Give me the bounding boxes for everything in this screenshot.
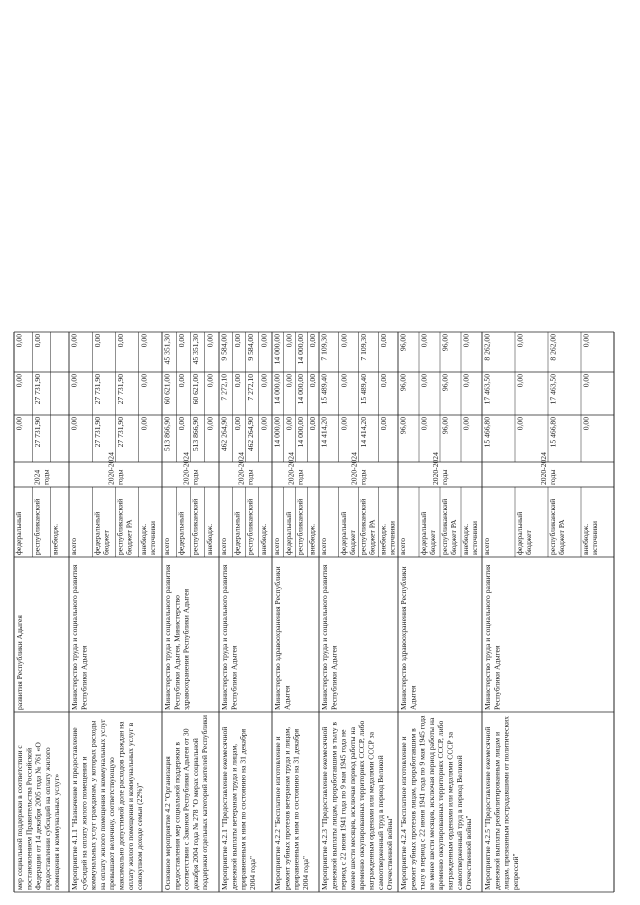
source-label: республиканский xyxy=(190,498,200,555)
amount-value: 60 621,00 xyxy=(191,374,200,405)
source-label: всего xyxy=(482,537,491,555)
amount-value: 0,00 xyxy=(284,374,294,388)
rotated-table xyxy=(14,332,614,892)
amount-value: 513 866,90 xyxy=(191,417,200,452)
amount-value: 0,00 xyxy=(378,417,388,431)
amount-value: 14 000,00 xyxy=(296,374,305,405)
amount-value: 27 731,90 xyxy=(116,417,125,448)
period-years: годы xyxy=(190,469,200,485)
source-label: республиканский xyxy=(440,498,449,555)
measure-text: совокупном доходе семьи (22%)" xyxy=(135,782,145,890)
amount-value: 0,00 xyxy=(232,374,242,388)
amount-value: 0,00 xyxy=(378,374,388,388)
source-label: внебюдж. xyxy=(50,523,60,555)
measure-text: самоотверженный труд в период Великой xyxy=(454,755,464,890)
amount-value: 9 584,00 xyxy=(246,334,255,361)
amount-value: 8 262,00 xyxy=(548,334,558,361)
source-label: республиканский xyxy=(358,498,368,555)
amount-value: 15 466,80 xyxy=(548,417,558,448)
amount-value: 15 466,80 xyxy=(482,417,492,448)
period-years: годы xyxy=(245,469,255,485)
source-label: всего xyxy=(398,537,407,555)
measure-text: на оплату жилого помещения и коммунальных услуг xyxy=(97,718,107,890)
source-label: бюджет РА xyxy=(449,519,458,555)
executor-text: Министерство здравоохранения Республики xyxy=(273,566,282,710)
source-label: федеральный xyxy=(419,511,428,555)
source-label: всего xyxy=(69,537,78,555)
amount-value: 0,00 xyxy=(515,374,525,388)
amount-value: 0,00 xyxy=(259,417,269,431)
measure-text: временно оккупированных территориях СССР, либо xyxy=(436,720,446,890)
amount-value: 0,00 xyxy=(284,334,294,348)
source-label: бюджет xyxy=(101,530,111,555)
measure-text: Мероприятие 4.2.4 "Бесплатное изготовление и xyxy=(399,736,408,890)
source-label: источники xyxy=(147,521,157,555)
source-label: бюджет xyxy=(347,530,357,555)
executor-text: Министерство труда и социального развития xyxy=(220,564,229,710)
amount-value: 0,00 xyxy=(14,374,24,388)
amount-value: 0,00 xyxy=(139,374,149,388)
amount-value: 7 272,10 xyxy=(246,374,255,401)
amount-value: 0,00 xyxy=(339,417,349,431)
amount-value: 27 731,90 xyxy=(92,417,102,448)
amount-value: 0,00 xyxy=(232,334,242,348)
amount-value: 0,00 xyxy=(259,334,269,348)
amount-value: 0,00 xyxy=(69,334,79,348)
amount-value: 0,00 xyxy=(69,417,79,431)
measure-text: тылу в период с 22 июня 1941 года по 9 мая 1945 года xyxy=(417,715,427,890)
amount-value: 0,00 xyxy=(581,417,591,431)
measure-text: коммунальных услуг гражданам, у которых расходы xyxy=(88,720,98,890)
executor-text: Министерство труда и социального развития xyxy=(70,564,79,710)
period-years: годы xyxy=(295,469,305,485)
measure-text: ремонт зубных протезов лицам, проработавшим в xyxy=(408,728,418,890)
executor-text: Адыгея xyxy=(282,685,292,710)
measure-text: предоставления мер социальной поддержки в xyxy=(172,742,182,890)
period-years: 2020-2024 xyxy=(236,452,246,485)
measure-text: Мероприятие 4.2.5 "Предоставление ежемесячной xyxy=(483,726,492,890)
measure-text: денежной выплаты лицам, проработавшим в тылу в xyxy=(329,721,339,890)
period-years: 2020-2024 xyxy=(349,452,359,485)
measure-text: ремонт зубных протезов ветеранам труда и лицам, xyxy=(282,726,292,890)
source-label: бюджет xyxy=(428,530,437,555)
measure-text: Мероприятие 4.2.2 "Бесплатное изготовление и xyxy=(273,736,282,890)
measure-text: награжденным орденами или медалями СССР за xyxy=(366,732,376,890)
measure-text: денежной выплаты реабилитированным лицам и xyxy=(492,731,502,890)
period-years: 2020-2024 xyxy=(286,452,296,485)
amount-value: 0,00 xyxy=(259,374,269,388)
measure-text: приравненным к ним по состоянию на 31 декабря xyxy=(291,728,301,890)
amount-value: 0,00 xyxy=(69,374,79,388)
amount-value: 0,00 xyxy=(307,334,317,348)
amount-value: 0,00 xyxy=(139,334,149,348)
amount-value: 0,00 xyxy=(205,374,215,388)
executor-text: Министерство труда и социального развития xyxy=(163,564,172,710)
executor-text: развития Республики Адыгея xyxy=(15,615,24,710)
amount-value: 96,00 xyxy=(440,374,450,392)
measure-text: самоотверженный труд в период Великой xyxy=(375,755,385,890)
amount-value: 0,00 xyxy=(14,334,24,348)
source-label: всего xyxy=(319,537,328,555)
measure-text: 2004 года" xyxy=(300,856,310,890)
measure-text: мер социальной поддержки в соответствии с xyxy=(15,745,24,890)
source-label: бюджет РА xyxy=(557,519,566,555)
amount-value: 15 489,40 xyxy=(319,374,329,405)
executor-text: Министерство труда и социального развития xyxy=(320,564,329,710)
amount-value: 96,00 xyxy=(398,417,408,435)
measure-text: не менее шести месяцев, исключая период работы на xyxy=(426,717,436,890)
amount-value: 7 272,10 xyxy=(219,374,229,401)
measure-text: постановлением Правительства Российской xyxy=(24,747,34,890)
executor-text: Адыгея xyxy=(408,685,418,710)
source-label: всего xyxy=(272,537,281,555)
amount-value: 0,00 xyxy=(339,334,349,348)
period-years: годы xyxy=(115,469,125,485)
amount-value: 14 000,00 xyxy=(296,417,305,448)
amount-value: 0,00 xyxy=(515,417,525,431)
amount-value: 15 489,40 xyxy=(359,374,368,405)
amount-value: 0,00 xyxy=(307,417,317,431)
source-label: источники xyxy=(387,521,397,555)
amount-value: 96,00 xyxy=(398,374,408,392)
amount-value: 14 000,00 xyxy=(296,334,305,365)
amount-value: 14 414,20 xyxy=(319,417,329,448)
source-label: республиканский xyxy=(548,498,557,555)
measure-text: Федерации от 14 декабря 2005 года № 761 «О xyxy=(33,742,43,890)
source-label: всего xyxy=(219,537,228,555)
source-label: внебюдж. xyxy=(138,523,148,555)
measure-text: поддержки отдельных категорий жителей Республики xyxy=(200,715,210,890)
measure-text: оплату жилого помещения и коммунальных услуг в xyxy=(125,722,135,890)
amount-value: 14 000,00 xyxy=(272,417,282,448)
period-years: годы xyxy=(440,469,449,485)
amount-value: 14 000,00 xyxy=(272,334,282,365)
amount-value: 513 866,90 xyxy=(162,417,172,452)
amount-value: 0,00 xyxy=(176,334,186,348)
amount-value: 0,00 xyxy=(461,334,471,348)
measure-text: временно оккупированных территориях СССР, либо xyxy=(357,720,367,890)
measure-text: превышают величину, соответствующую xyxy=(107,757,117,890)
measure-text: максимально допустимой доле расходов граждан на xyxy=(116,721,126,890)
measure-text: Мероприятие 4.2.3 "Предоставление ежемесячной xyxy=(320,726,329,890)
executor-text: Республики Адыгея xyxy=(79,645,89,710)
source-label: внебюдж. xyxy=(204,523,214,555)
executor-text: Министерство труда и социального развития xyxy=(483,564,492,710)
source-label: республиканский xyxy=(245,498,255,555)
measure-text: соответствии с Законом Республики Адыгея от 30 xyxy=(181,728,191,890)
measure-text: репрессий" xyxy=(510,853,520,890)
source-label: федеральный xyxy=(232,511,242,555)
measure-text: менее шести месяцев, исключая период работы на xyxy=(347,727,357,890)
executor-text: Республики Адыгея, Министерство xyxy=(172,595,182,710)
amount-value: 0,00 xyxy=(139,417,149,431)
source-label: федеральный xyxy=(515,511,524,555)
amount-value: 0,00 xyxy=(176,417,186,431)
amount-value: 0,00 xyxy=(419,374,429,388)
source-label: бюджет РА xyxy=(367,519,377,555)
measure-text: 2004 года" xyxy=(247,856,257,890)
amount-value: 0,00 xyxy=(116,334,125,348)
executor-text: Республики Адыгея xyxy=(329,645,339,710)
source-label: федеральный xyxy=(283,511,293,555)
amount-value: 27 731,90 xyxy=(32,417,42,448)
executor-text: Министерство здравоохранения Республики xyxy=(399,566,408,710)
amount-value: 27 731,90 xyxy=(92,374,102,405)
amount-value: 0,00 xyxy=(419,334,429,348)
amount-value: 7 109,30 xyxy=(359,334,368,361)
amount-value: 27 731,90 xyxy=(32,374,42,405)
period-years: годы xyxy=(548,469,557,485)
amount-value: 0,00 xyxy=(515,334,525,348)
amount-value: 462 264,90 xyxy=(219,417,229,452)
period-years: 2024 xyxy=(32,469,42,485)
source-label: источники xyxy=(470,521,479,555)
source-label: внебюдж. xyxy=(581,523,590,555)
measure-text: период с 22 июня 1941 года по 9 мая 1945 года не xyxy=(338,729,348,890)
measure-text: Мероприятие 4.1.1 "Назначение и предоставление xyxy=(70,727,79,890)
amount-value: 9 584,00 xyxy=(219,334,229,361)
measure-text: Отечественной войны" xyxy=(385,815,395,890)
amount-value: 45 351,30 xyxy=(162,334,172,365)
period-years: годы xyxy=(358,469,368,485)
period-years: 2020-2024 xyxy=(539,452,548,485)
amount-value: 0,00 xyxy=(419,417,429,431)
source-label: федеральный xyxy=(176,511,186,555)
amount-value: 17 463,50 xyxy=(548,374,558,405)
period-years: 2020-2024 xyxy=(431,452,440,485)
amount-value: 462 264,90 xyxy=(246,417,255,452)
source-label: федеральный xyxy=(338,511,348,555)
measure-text: предоставлении субсидий на оплату жилого xyxy=(42,747,52,890)
source-label: внебюдж. xyxy=(378,523,388,555)
amount-value: 0,00 xyxy=(205,334,215,348)
amount-value: 96,00 xyxy=(440,334,450,352)
source-label: внебюдж. xyxy=(307,523,317,555)
amount-value: 60 621,00 xyxy=(162,374,172,405)
amount-value: 0,00 xyxy=(461,417,471,431)
amount-value: 0,00 xyxy=(176,374,186,388)
amount-value: 0,00 xyxy=(378,334,388,348)
amount-value: 17 463,50 xyxy=(482,374,492,405)
source-label: источники xyxy=(590,521,599,555)
source-label: республиканский xyxy=(115,498,125,555)
measure-text: лицам, признанным пострадавшими от политических xyxy=(501,716,511,890)
amount-value: 8 262,00 xyxy=(482,334,492,361)
measure-text: Основное мероприятие 4.2 "Организация xyxy=(163,756,172,890)
executor-text: Республики Адыгея xyxy=(492,645,502,710)
amount-value: 0,00 xyxy=(205,417,215,431)
measure-text: приравненным к ним по состоянию на 31 декабря xyxy=(238,728,248,890)
amount-value: 96,00 xyxy=(440,417,450,435)
amount-value: 0,00 xyxy=(581,334,591,348)
executor-text: Республики Адыгея xyxy=(229,645,239,710)
amount-value: 0,00 xyxy=(14,417,24,431)
source-label: бюджет xyxy=(524,530,533,555)
source-label: внебюдж. xyxy=(461,523,470,555)
period-years: 2020-2024 xyxy=(181,452,191,485)
amount-value: 96,00 xyxy=(398,334,408,352)
amount-value: 0,00 xyxy=(581,374,591,388)
source-label: федеральный xyxy=(14,511,23,555)
amount-value: 0,00 xyxy=(307,374,317,388)
amount-value: 14 414,20 xyxy=(359,417,368,448)
source-label: федеральный xyxy=(92,511,102,555)
period-years: годы xyxy=(41,469,51,485)
source-label: республиканский xyxy=(295,498,305,555)
source-label: бюджет РА xyxy=(124,519,134,555)
amount-value: 7 109,30 xyxy=(319,334,329,361)
measure-text: Отечественной войны" xyxy=(464,815,474,890)
amount-value: 0,00 xyxy=(92,334,102,348)
measure-text: декабря 2004 года № 278 "О мерах социальной xyxy=(190,738,200,890)
measure-text: награжденным орденами или медалями СССР за xyxy=(445,732,455,890)
measure-text: помещения и коммунальных услуг» xyxy=(52,773,62,890)
amount-value: 45 351,30 xyxy=(191,334,200,365)
amount-value: 0,00 xyxy=(461,374,471,388)
measure-text: Мероприятие 4.2.1 "Предоставление ежемесячной xyxy=(220,726,229,890)
measure-text: субсидий на оплату жилого помещения и xyxy=(79,756,89,890)
measure-text: денежной выплаты ветеранам труда и лицам, xyxy=(229,743,239,890)
amount-value: 27 731,90 xyxy=(116,374,125,405)
period-years: 2020-2024 xyxy=(106,452,116,485)
amount-value: 0,00 xyxy=(284,417,294,431)
source-label: всего xyxy=(162,537,171,555)
amount-value: 14 000,00 xyxy=(272,374,282,405)
amount-value: 0,00 xyxy=(32,334,42,348)
source-label: внебюдж. xyxy=(258,523,268,555)
amount-value: 0,00 xyxy=(232,417,242,431)
amount-value: 0,00 xyxy=(339,374,349,388)
executor-text: здравоохранения Республики Адыгея xyxy=(181,588,191,710)
source-label: республиканский xyxy=(32,498,42,555)
